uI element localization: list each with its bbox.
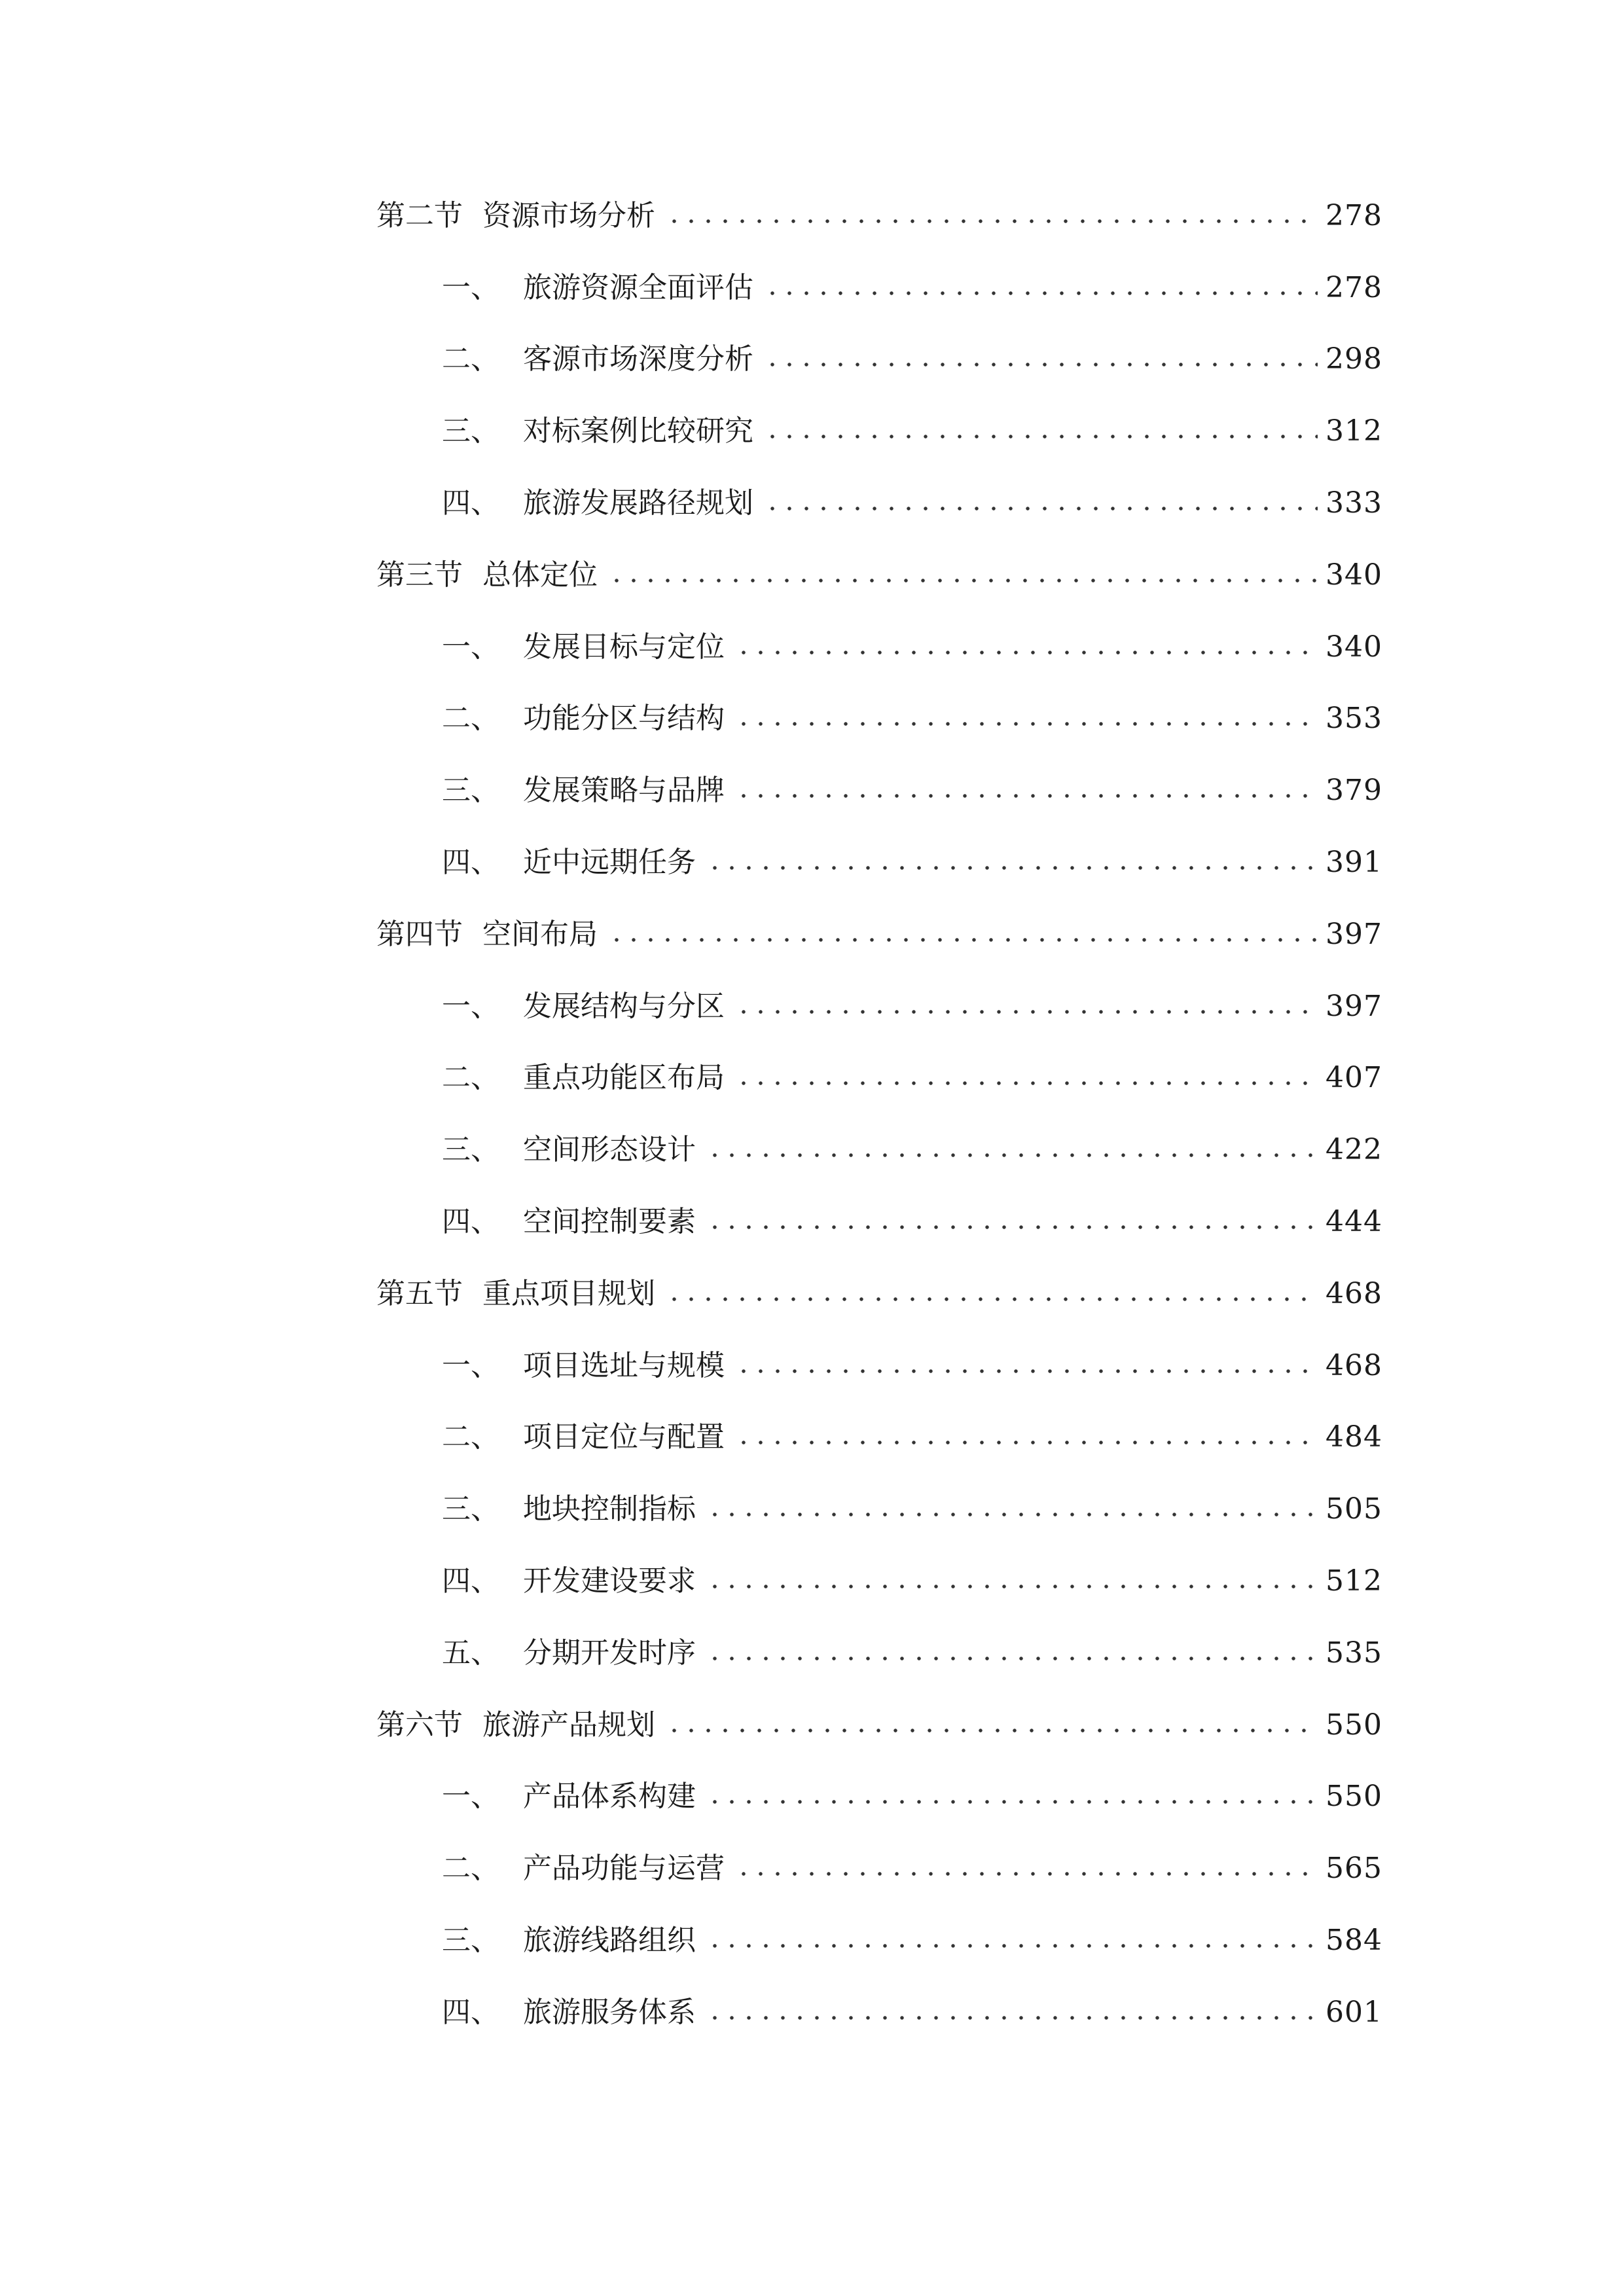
toc-entry-number: 二、 bbox=[442, 342, 499, 376]
toc-subsection-entry[interactable] bbox=[376, 683, 1382, 755]
toc-entry-title: 项目定位与配置 bbox=[523, 1420, 725, 1454]
toc-page-number: 535 bbox=[1326, 1636, 1382, 1670]
toc-entry-label bbox=[442, 989, 725, 1023]
toc-page-number: 353 bbox=[1326, 702, 1382, 736]
toc-subsection-entry[interactable] bbox=[376, 324, 1382, 396]
toc-entry-number: 二、 bbox=[442, 1061, 499, 1095]
dot-leader bbox=[666, 207, 1318, 236]
toc-page-number: 468 bbox=[1326, 1348, 1382, 1382]
toc-section-entry[interactable] bbox=[376, 1258, 1382, 1330]
toc-page-number: 391 bbox=[1326, 846, 1382, 880]
dot-leader bbox=[735, 1357, 1318, 1386]
toc-page-number: 278 bbox=[1326, 270, 1382, 304]
dot-leader bbox=[706, 1787, 1318, 1816]
toc-entry-title: 空间形态设计 bbox=[523, 1133, 696, 1167]
toc-page-number: 565 bbox=[1326, 1852, 1382, 1886]
toc-entry-label bbox=[442, 1492, 696, 1526]
dot-leader bbox=[735, 1859, 1318, 1888]
toc-entry-number: 四、 bbox=[442, 1564, 499, 1598]
toc-entry-number: 二、 bbox=[442, 1852, 499, 1886]
toc-entry-title: 分期开发时序 bbox=[523, 1636, 696, 1670]
dot-leader bbox=[764, 350, 1318, 379]
toc-entry-number: 二、 bbox=[442, 702, 499, 736]
toc-entry-title: 旅游发展路径规划 bbox=[523, 486, 753, 520]
toc-page-number: 340 bbox=[1326, 630, 1382, 664]
toc-entry-number: 一、 bbox=[442, 989, 499, 1023]
toc-page-number: 550 bbox=[1326, 1780, 1382, 1814]
toc-page-number: 340 bbox=[1326, 558, 1382, 592]
table-of-contents bbox=[376, 180, 1382, 2049]
toc-page-number: 298 bbox=[1326, 342, 1382, 376]
toc-page-number: 601 bbox=[1326, 1995, 1382, 2029]
toc-subsection-entry[interactable] bbox=[376, 1617, 1382, 1689]
toc-entry-label bbox=[376, 198, 655, 232]
toc-section-entry[interactable] bbox=[376, 539, 1382, 611]
toc-entry-title: 发展结构与分区 bbox=[523, 989, 725, 1023]
toc-entry-title: 发展目标与定位 bbox=[523, 630, 725, 664]
dot-leader bbox=[706, 1572, 1318, 1601]
toc-entry-number: 四、 bbox=[442, 846, 499, 880]
dot-leader bbox=[735, 781, 1318, 810]
toc-page-number: 484 bbox=[1326, 1420, 1382, 1454]
toc-subsection-entry[interactable] bbox=[376, 467, 1382, 539]
toc-page-number: 397 bbox=[1326, 917, 1382, 951]
toc-subsection-entry[interactable] bbox=[376, 1186, 1382, 1258]
toc-entry-title: 旅游服务体系 bbox=[523, 1995, 696, 2029]
toc-entry-label bbox=[442, 1061, 725, 1095]
toc-entry-number: 三、 bbox=[442, 774, 499, 808]
toc-entry-number: 一、 bbox=[442, 630, 499, 664]
toc-entry-label bbox=[442, 1564, 696, 1598]
toc-entry-title: 总体定位 bbox=[482, 558, 598, 592]
toc-page-number: 468 bbox=[1326, 1276, 1382, 1310]
toc-page-number: 397 bbox=[1326, 989, 1382, 1023]
toc-page-number: 550 bbox=[1326, 1708, 1382, 1742]
dot-leader bbox=[666, 1285, 1318, 1314]
toc-section-number: 第六节 bbox=[376, 1708, 463, 1742]
toc-entry-label bbox=[376, 917, 598, 951]
toc-entry-title: 旅游产品规划 bbox=[482, 1708, 655, 1742]
toc-entry-label bbox=[442, 414, 753, 448]
toc-subsection-entry[interactable] bbox=[376, 755, 1382, 827]
toc-entry-title: 重点功能区布局 bbox=[523, 1061, 725, 1095]
toc-entry-title: 发展策略与品牌 bbox=[523, 774, 725, 808]
toc-entry-label bbox=[442, 486, 753, 520]
toc-section-entry[interactable] bbox=[376, 1689, 1382, 1761]
toc-entry-title: 旅游资源全面评估 bbox=[523, 270, 753, 304]
toc-entry-label bbox=[442, 270, 753, 304]
toc-section-number: 第四节 bbox=[376, 917, 463, 951]
dot-leader bbox=[764, 494, 1318, 523]
dot-leader bbox=[735, 1069, 1318, 1098]
toc-entry-label bbox=[376, 558, 598, 592]
toc-entry-number: 二、 bbox=[442, 1420, 499, 1454]
toc-entry-title: 旅游线路组织 bbox=[523, 1924, 696, 1958]
toc-entry-label bbox=[376, 1708, 655, 1742]
toc-entry-number: 一、 bbox=[442, 1780, 499, 1814]
dot-leader bbox=[764, 279, 1318, 308]
toc-page-number: 379 bbox=[1326, 774, 1382, 808]
toc-page-number: 278 bbox=[1326, 198, 1382, 232]
toc-entry-number: 三、 bbox=[442, 414, 499, 448]
toc-entry-title: 地块控制指标 bbox=[523, 1492, 696, 1526]
toc-page-number: 512 bbox=[1326, 1564, 1382, 1598]
dot-leader bbox=[706, 1931, 1318, 1960]
toc-entry-label bbox=[442, 1636, 696, 1670]
toc-subsection-entry[interactable] bbox=[376, 1905, 1382, 1977]
toc-entry-title: 产品体系构建 bbox=[523, 1780, 696, 1814]
dot-leader bbox=[735, 1428, 1318, 1457]
toc-entry-title: 项目选址与规模 bbox=[523, 1348, 725, 1382]
toc-entry-label bbox=[442, 1420, 725, 1454]
toc-entry-number: 三、 bbox=[442, 1492, 499, 1526]
toc-page-number: 333 bbox=[1326, 486, 1382, 520]
toc-page-number: 422 bbox=[1326, 1133, 1382, 1167]
toc-entry-label bbox=[442, 1133, 696, 1167]
toc-entry-label bbox=[442, 774, 725, 808]
toc-subsection-entry[interactable] bbox=[376, 1833, 1382, 1905]
toc-subsection-entry[interactable] bbox=[376, 1402, 1382, 1474]
toc-entry-number: 四、 bbox=[442, 1205, 499, 1239]
toc-entry-label bbox=[442, 342, 753, 376]
dot-leader bbox=[735, 709, 1318, 738]
toc-entry-number: 四、 bbox=[442, 486, 499, 520]
toc-entry-label bbox=[442, 1995, 696, 2029]
toc-section-entry[interactable] bbox=[376, 899, 1382, 971]
toc-entry-label bbox=[442, 1780, 696, 1814]
dot-leader bbox=[706, 2003, 1318, 2032]
toc-subsection-entry[interactable] bbox=[376, 1114, 1382, 1186]
dot-leader bbox=[706, 1141, 1318, 1170]
toc-page-number: 407 bbox=[1326, 1061, 1382, 1095]
dot-leader bbox=[706, 1213, 1318, 1242]
toc-entry-title: 资源市场分析 bbox=[482, 198, 655, 232]
dot-leader bbox=[706, 1500, 1318, 1529]
toc-page-number: 444 bbox=[1326, 1205, 1382, 1239]
toc-entry-label bbox=[442, 1852, 725, 1886]
toc-entry-number: 五、 bbox=[442, 1636, 499, 1670]
dot-leader bbox=[706, 853, 1318, 882]
toc-subsection-entry[interactable] bbox=[376, 252, 1382, 324]
dot-leader bbox=[706, 1644, 1318, 1673]
toc-subsection-entry[interactable] bbox=[376, 827, 1382, 899]
toc-subsection-entry[interactable] bbox=[376, 971, 1382, 1043]
toc-entry-label bbox=[442, 630, 725, 664]
toc-entry-title: 空间布局 bbox=[482, 917, 598, 951]
dot-leader bbox=[764, 422, 1318, 451]
toc-entry-title: 空间控制要素 bbox=[523, 1205, 696, 1239]
toc-entry-number: 四、 bbox=[442, 1995, 499, 2029]
toc-entry-title: 功能分区与结构 bbox=[523, 702, 725, 736]
toc-subsection-entry[interactable] bbox=[376, 395, 1382, 467]
toc-section-number: 第三节 bbox=[376, 558, 463, 592]
dot-leader bbox=[608, 925, 1318, 954]
toc-subsection-entry[interactable] bbox=[376, 1761, 1382, 1833]
toc-entry-label bbox=[442, 1924, 696, 1958]
toc-section-entry[interactable] bbox=[376, 180, 1382, 252]
dot-leader bbox=[608, 566, 1318, 595]
toc-entry-label bbox=[376, 1276, 655, 1310]
toc-page-number: 312 bbox=[1326, 414, 1382, 448]
dot-leader bbox=[735, 997, 1318, 1026]
toc-subsection-entry[interactable] bbox=[376, 1977, 1382, 2049]
toc-entry-number: 一、 bbox=[442, 1348, 499, 1382]
toc-entry-title: 客源市场深度分析 bbox=[523, 342, 753, 376]
toc-entry-title: 对标案例比较研究 bbox=[523, 414, 753, 448]
toc-entry-title: 重点项目规划 bbox=[482, 1276, 655, 1310]
dot-leader bbox=[666, 1716, 1318, 1745]
toc-entry-number: 三、 bbox=[442, 1133, 499, 1167]
toc-entry-title: 近中远期任务 bbox=[523, 846, 696, 880]
toc-subsection-entry[interactable] bbox=[376, 1473, 1382, 1545]
toc-entry-label bbox=[442, 1348, 725, 1382]
toc-page-number: 584 bbox=[1326, 1924, 1382, 1958]
toc-entry-number: 一、 bbox=[442, 270, 499, 304]
toc-entry-label bbox=[442, 846, 696, 880]
toc-section-number: 第五节 bbox=[376, 1276, 463, 1310]
toc-entry-title: 开发建设要求 bbox=[523, 1564, 696, 1598]
toc-section-number: 第二节 bbox=[376, 198, 463, 232]
toc-entry-label bbox=[442, 1205, 696, 1239]
toc-subsection-entry[interactable] bbox=[376, 1043, 1382, 1115]
toc-entry-title: 产品功能与运营 bbox=[523, 1852, 725, 1886]
toc-subsection-entry[interactable] bbox=[376, 1545, 1382, 1617]
toc-entry-label bbox=[442, 702, 725, 736]
toc-page-number: 505 bbox=[1326, 1492, 1382, 1526]
toc-subsection-entry[interactable] bbox=[376, 611, 1382, 683]
dot-leader bbox=[735, 638, 1318, 667]
toc-entry-number: 三、 bbox=[442, 1924, 499, 1958]
toc-subsection-entry[interactable] bbox=[376, 1330, 1382, 1402]
